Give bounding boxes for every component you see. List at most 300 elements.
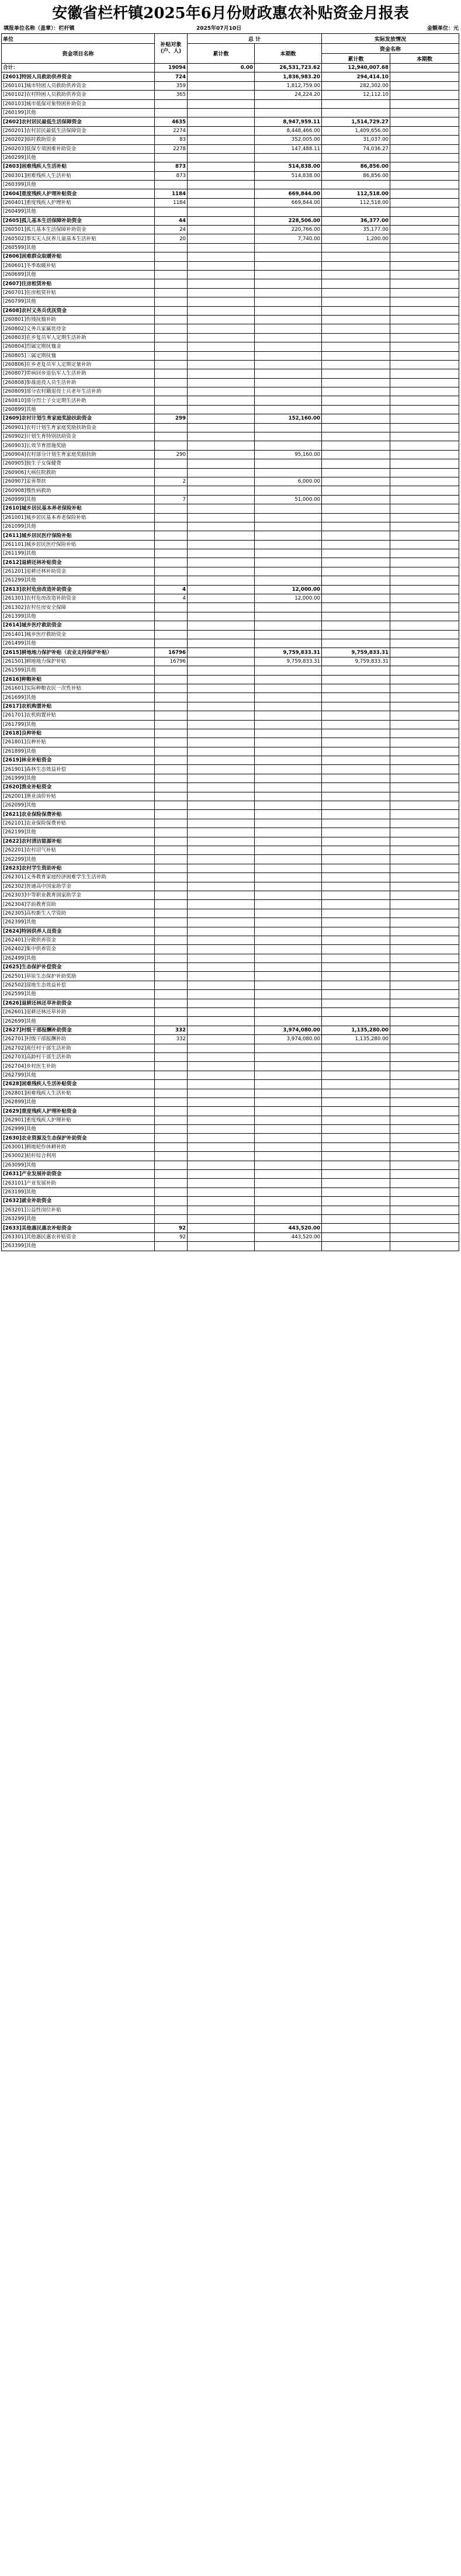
row-total-cumulative <box>188 324 255 333</box>
table-row <box>2 1215 459 1224</box>
table-row <box>2 1008 459 1017</box>
row-actual-current <box>390 1242 459 1251</box>
table-row <box>2 468 459 477</box>
header-total-cumulative: 累计数 <box>188 44 255 64</box>
table-row <box>2 666 459 675</box>
row-name: [263201]公益性岗位补贴 <box>2 1206 155 1214</box>
row-actual-current <box>390 136 459 144</box>
row-actual-cumulative: 1,409,656.00 <box>322 126 390 135</box>
row-actual-cumulative <box>322 279 390 288</box>
row-name: [260601]冬季取暖补贴 <box>2 261 155 270</box>
row-actual-current <box>390 1080 459 1089</box>
row-total-current <box>255 693 322 702</box>
row-actual-cumulative <box>322 567 390 576</box>
row-total-cumulative <box>188 1242 255 1251</box>
row-actual-cumulative <box>322 459 390 468</box>
row-total-current <box>255 522 322 531</box>
row-actual-current <box>390 990 459 999</box>
row-actual-cumulative <box>322 999 390 1007</box>
table-row <box>2 261 459 270</box>
report-page <box>0 0 461 1251</box>
row-count: 873 <box>155 171 188 180</box>
row-total-current <box>255 261 322 270</box>
row-total-current <box>255 1008 322 1017</box>
table-row <box>2 513 459 522</box>
row-actual-current <box>390 1026 459 1034</box>
row-total-current <box>255 1206 322 1214</box>
row-actual-cumulative <box>322 945 390 954</box>
row-actual-cumulative: 12,112.10 <box>322 91 390 99</box>
row-actual-current <box>390 693 459 702</box>
row-total-cumulative <box>188 639 255 648</box>
row-name: [263002]秸秆综合利用 <box>2 1152 155 1161</box>
row-count <box>155 531 188 540</box>
row-actual-cumulative <box>322 882 390 891</box>
row-count <box>155 324 188 333</box>
table-row <box>2 369 459 378</box>
row-actual-current <box>390 1008 459 1017</box>
row-total-current <box>255 153 322 162</box>
row-name: [260399]其他 <box>2 181 155 189</box>
row-actual-current <box>390 324 459 333</box>
row-count <box>155 603 188 612</box>
row-total-current <box>255 1187 322 1196</box>
row-total-current <box>255 747 322 756</box>
row-actual-current <box>390 1107 459 1116</box>
row-actual-current <box>390 594 459 603</box>
row-count <box>155 1179 188 1187</box>
row-actual-cumulative <box>322 270 390 279</box>
row-name: [262299]其他 <box>2 855 155 864</box>
row-actual-cumulative <box>322 828 390 837</box>
row-count <box>155 549 188 558</box>
row-name: [260804]烈属定期抚恤金 <box>2 342 155 351</box>
row-actual-current <box>390 396 459 405</box>
row-total-cumulative <box>188 243 255 252</box>
table-row <box>2 234 459 243</box>
row-total-current <box>255 684 322 693</box>
row-total-cumulative <box>188 108 255 117</box>
row-total-current <box>255 1242 322 1251</box>
row-total-cumulative <box>188 981 255 989</box>
row-total-cumulative <box>188 1044 255 1052</box>
row-actual-current <box>390 171 459 180</box>
row-actual-current <box>390 297 459 306</box>
table-row <box>2 684 459 693</box>
row-total-current <box>255 504 322 513</box>
category-row <box>2 837 459 846</box>
row-total-current <box>255 306 322 315</box>
row-total-cumulative <box>188 927 255 936</box>
row-total-current <box>255 1052 322 1061</box>
row-actual-cumulative <box>322 711 390 720</box>
category-row <box>2 414 459 423</box>
row-total-current <box>255 99 322 108</box>
row-total-current: 8,448,466.00 <box>255 126 322 135</box>
row-total-cumulative <box>188 666 255 675</box>
row-actual-cumulative <box>322 990 390 999</box>
row-total-current <box>255 918 322 927</box>
row-count <box>155 558 188 567</box>
row-name: [261499]其他 <box>2 639 155 648</box>
row-count <box>155 963 188 972</box>
row-name: [2610]城乡居民基本养老保险补贴 <box>2 504 155 513</box>
row-total-current <box>255 432 322 441</box>
header-fund: 资金名称 <box>322 44 459 54</box>
row-total-current <box>255 828 322 837</box>
table-row <box>2 171 459 180</box>
table-row <box>2 153 459 162</box>
row-actual-current <box>390 1125 459 1134</box>
row-actual-cumulative: 36,377.00 <box>322 216 390 225</box>
row-total-cumulative <box>188 828 255 837</box>
table-row <box>2 477 459 486</box>
row-total-cumulative <box>188 1152 255 1161</box>
category-row <box>2 702 459 711</box>
row-total-cumulative <box>188 1017 255 1026</box>
row-total-cumulative <box>188 594 255 603</box>
table-row <box>2 630 459 639</box>
row-total-cumulative: 0.00 <box>188 64 255 72</box>
row-count <box>155 990 188 999</box>
row-name: [262001]渔业油价补贴 <box>2 792 155 801</box>
row-total-cumulative <box>188 1142 255 1151</box>
table-row <box>2 315 459 324</box>
row-actual-current <box>390 1017 459 1026</box>
row-name: [262599]其他 <box>2 990 155 999</box>
row-actual-cumulative <box>322 792 390 801</box>
row-total-current <box>255 270 322 279</box>
category-row <box>2 963 459 972</box>
row-count <box>155 1116 188 1124</box>
row-count <box>155 315 188 324</box>
row-actual-current <box>390 1170 459 1179</box>
table-row <box>2 711 459 720</box>
row-name: [263299]其他 <box>2 1215 155 1224</box>
row-actual-current <box>390 945 459 954</box>
row-actual-cumulative <box>322 396 390 405</box>
row-total-current <box>255 531 322 540</box>
row-total-current <box>255 729 322 738</box>
row-count <box>155 486 188 495</box>
row-total-cumulative <box>188 441 255 450</box>
row-total-current: 147,488.11 <box>255 144 322 153</box>
row-actual-cumulative: 1,135,280.00 <box>322 1035 390 1044</box>
row-actual-cumulative <box>322 297 390 306</box>
row-actual-current <box>390 369 459 378</box>
row-total-cumulative <box>188 540 255 549</box>
row-actual-current <box>390 234 459 243</box>
row-total-current <box>255 963 322 972</box>
row-total-current: 669,844.00 <box>255 198 322 207</box>
row-count <box>155 1152 188 1161</box>
row-actual-current <box>390 477 459 486</box>
row-count <box>155 567 188 576</box>
row-total-current <box>255 513 322 522</box>
row-total-current <box>255 576 322 585</box>
row-total-current: 1,836,983.20 <box>255 72 322 81</box>
row-actual-cumulative <box>322 288 390 297</box>
row-actual-cumulative <box>322 603 390 612</box>
row-total-cumulative <box>188 909 255 917</box>
row-count <box>155 1170 188 1179</box>
row-name: [260103]城市低保对象特困补助资金 <box>2 99 155 108</box>
table-row <box>2 226 459 234</box>
row-actual-cumulative <box>322 756 390 765</box>
row-name: [260907]妥善帮扶 <box>2 477 155 486</box>
row-count: 20 <box>155 234 188 243</box>
row-actual-cumulative <box>322 909 390 917</box>
table-row <box>2 342 459 351</box>
row-total-cumulative <box>188 495 255 504</box>
category-row <box>2 864 459 872</box>
table-row <box>2 945 459 954</box>
row-name: [2603]困难残疾人生活补贴 <box>2 162 155 171</box>
row-actual-current <box>390 612 459 621</box>
row-name: [261801]良种补贴 <box>2 738 155 747</box>
row-actual-cumulative <box>322 846 390 854</box>
header-total-current: 本期数 <box>255 44 322 64</box>
category-row <box>2 783 459 792</box>
row-total-current <box>255 441 322 450</box>
row-total-cumulative <box>188 1026 255 1034</box>
row-total-cumulative <box>188 648 255 657</box>
row-name: [262199]其他 <box>2 828 155 837</box>
row-actual-cumulative <box>322 972 390 981</box>
row-actual-cumulative: 31,037.00 <box>322 136 390 144</box>
row-actual-current <box>390 1134 459 1142</box>
row-total-current: 352,005.00 <box>255 136 322 144</box>
row-total-cumulative <box>188 882 255 891</box>
row-name: [262704]乡村医生补助 <box>2 1062 155 1071</box>
row-actual-current <box>390 342 459 351</box>
row-count: 16796 <box>155 648 188 657</box>
row-total-cumulative <box>188 1134 255 1142</box>
row-count <box>155 261 188 270</box>
row-total-cumulative <box>188 1097 255 1106</box>
category-row <box>2 216 459 225</box>
row-total-current: 3,974,080.00 <box>255 1026 322 1034</box>
row-actual-current <box>390 1097 459 1106</box>
table-row <box>2 612 459 621</box>
row-name: [262401]分散供养资金 <box>2 936 155 944</box>
row-actual-current <box>390 828 459 837</box>
row-count: 365 <box>155 91 188 99</box>
row-total-cumulative <box>188 342 255 351</box>
category-row <box>2 279 459 288</box>
row-count <box>155 972 188 981</box>
row-name: [260901]农村计划生育家庭奖励扶助资金 <box>2 423 155 432</box>
row-actual-cumulative <box>322 153 390 162</box>
table-row <box>2 567 459 576</box>
table-row <box>2 738 459 747</box>
row-total-cumulative <box>188 315 255 324</box>
row-total-cumulative <box>188 765 255 774</box>
row-total-cumulative <box>188 531 255 540</box>
row-total-current <box>255 297 322 306</box>
row-total-cumulative <box>188 1215 255 1224</box>
row-name: [262303]中等职业教育国家助学金 <box>2 891 155 899</box>
row-actual-cumulative <box>322 873 390 882</box>
row-actual-current <box>390 576 459 585</box>
row-total-current <box>255 342 322 351</box>
row-count <box>155 423 188 432</box>
row-actual-current <box>390 711 459 720</box>
row-total-current <box>255 927 322 936</box>
table-row <box>2 1152 459 1161</box>
row-total-cumulative <box>188 414 255 423</box>
row-actual-cumulative: 12,940,007.68 <box>322 64 390 72</box>
table-row <box>2 81 459 90</box>
row-actual-cumulative <box>322 765 390 774</box>
row-count <box>155 405 188 414</box>
row-name: [262201]农村沼气补贴 <box>2 846 155 854</box>
row-actual-cumulative <box>322 981 390 989</box>
table-row <box>2 639 459 648</box>
row-total-cumulative <box>188 1170 255 1179</box>
table-row <box>2 1232 459 1241</box>
table-row <box>2 1097 459 1106</box>
row-name: [261599]其他 <box>2 666 155 675</box>
row-count <box>155 720 188 729</box>
table-row <box>2 108 459 117</box>
row-total-cumulative <box>188 720 255 729</box>
category-row <box>2 999 459 1007</box>
row-name: [2623]农村学生资助补贴 <box>2 864 155 872</box>
category-row <box>2 189 459 198</box>
row-actual-cumulative <box>322 1125 390 1134</box>
row-count <box>155 252 188 261</box>
row-total-cumulative <box>188 711 255 720</box>
row-actual-current <box>390 261 459 270</box>
row-actual-current <box>390 279 459 288</box>
row-total-current <box>255 1044 322 1052</box>
row-total-current: 152,160.00 <box>255 414 322 423</box>
row-actual-cumulative <box>322 1242 390 1251</box>
row-actual-current <box>390 117 459 126</box>
table-row <box>2 459 459 468</box>
row-count <box>155 702 188 711</box>
row-name: [260201]农村居民最低生活保障资金 <box>2 126 155 135</box>
category-row <box>2 117 459 126</box>
row-actual-cumulative <box>322 486 390 495</box>
category-row <box>2 72 459 81</box>
row-name: [260908]慢性病救助 <box>2 486 155 495</box>
row-actual-current <box>390 333 459 342</box>
row-total-cumulative <box>188 990 255 999</box>
row-total-current <box>255 864 322 872</box>
row-count <box>155 1125 188 1134</box>
row-name: [261999]其他 <box>2 774 155 783</box>
report-date: 2025年07月10日 <box>196 26 242 32</box>
row-name: [262601]退耕还林还草补助 <box>2 1008 155 1017</box>
row-total-current <box>255 846 322 854</box>
row-name: [263199]其他 <box>2 1187 155 1196</box>
row-actual-current <box>390 855 459 864</box>
row-actual-current <box>390 198 459 207</box>
table-row <box>2 324 459 333</box>
table-row <box>2 576 459 585</box>
row-total-cumulative <box>188 207 255 216</box>
row-count <box>155 810 188 819</box>
row-total-current <box>255 333 322 342</box>
row-name: [260802]义务兵家属优待金 <box>2 324 155 333</box>
row-total-current: 9,759,833.31 <box>255 648 322 657</box>
row-name: [2612]退耕还林补贴资金 <box>2 558 155 567</box>
table-row <box>2 423 459 432</box>
row-total-current: 443,520.00 <box>255 1224 322 1232</box>
row-name: [260699]其他 <box>2 270 155 279</box>
row-actual-cumulative <box>322 927 390 936</box>
row-count <box>155 828 188 837</box>
row-actual-current <box>390 1142 459 1151</box>
row-total-current <box>255 351 322 360</box>
row-count: 724 <box>155 72 188 81</box>
row-total-current <box>255 396 322 405</box>
row-actual-current <box>390 1187 459 1196</box>
row-actual-cumulative <box>322 1152 390 1161</box>
row-actual-current <box>390 981 459 989</box>
row-actual-cumulative: 112,518.00 <box>322 189 390 198</box>
row-total-current <box>255 1161 322 1169</box>
row-count: 92 <box>155 1224 188 1232</box>
row-total-cumulative <box>188 216 255 225</box>
row-actual-current <box>390 864 459 872</box>
table-row <box>2 144 459 153</box>
row-count <box>155 207 188 216</box>
table-row <box>2 91 459 99</box>
row-count <box>155 378 188 387</box>
row-actual-current <box>390 900 459 909</box>
row-actual-current <box>390 747 459 756</box>
row-actual-cumulative <box>322 333 390 342</box>
row-count <box>155 945 188 954</box>
row-total-cumulative <box>188 189 255 198</box>
row-name: [262799]其他 <box>2 1071 155 1079</box>
row-name: [2614]城乡医疗救助资金 <box>2 621 155 630</box>
row-total-current <box>255 1107 322 1116</box>
row-count <box>155 1008 188 1017</box>
row-name: [262501]草原生态保护补助奖励 <box>2 972 155 981</box>
row-total-cumulative <box>188 810 255 819</box>
row-total-cumulative <box>188 684 255 693</box>
row-total-cumulative <box>188 1080 255 1089</box>
row-actual-cumulative: 1,135,280.00 <box>322 1026 390 1034</box>
row-count <box>155 306 188 315</box>
row-total-current <box>255 1134 322 1142</box>
table-row <box>2 207 459 216</box>
row-actual-current <box>390 64 459 72</box>
row-actual-cumulative <box>322 450 390 459</box>
row-actual-cumulative <box>322 1134 390 1142</box>
row-count <box>155 108 188 117</box>
row-total-cumulative <box>188 1071 255 1079</box>
row-actual-current <box>390 226 459 234</box>
category-row <box>2 1197 459 1206</box>
row-count <box>155 630 188 639</box>
row-actual-cumulative <box>322 477 390 486</box>
row-actual-cumulative <box>322 684 390 693</box>
row-total-cumulative <box>188 91 255 99</box>
row-name: [261199]其他 <box>2 549 155 558</box>
table-row <box>2 1242 459 1251</box>
table-row <box>2 1052 459 1061</box>
row-actual-current <box>390 441 459 450</box>
row-count <box>155 981 188 989</box>
table-row <box>2 774 459 783</box>
row-total-cumulative <box>188 432 255 441</box>
table-row <box>2 1179 459 1187</box>
